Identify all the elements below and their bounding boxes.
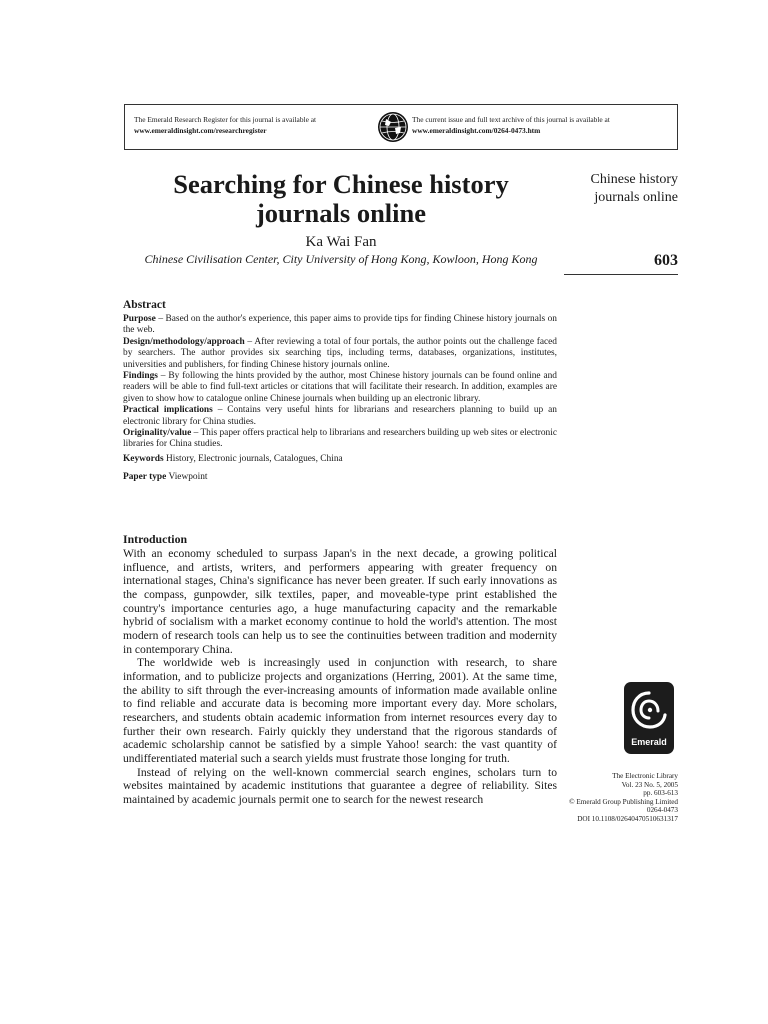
page-number: 603: [654, 252, 678, 269]
issn: 0264-0473: [646, 806, 678, 815]
abstract-implications: [123, 405, 557, 428]
running-head-rule: [564, 274, 678, 275]
abstract-label: Purpose: [123, 314, 156, 324]
abstract-design: [123, 337, 557, 371]
running-head-title: Chinese history journals online: [590, 172, 678, 205]
introduction-heading: Introduction: [123, 532, 188, 546]
abstract-label: Findings: [123, 371, 158, 382]
copyright-notice: © Emerald Group Publishing Limited: [569, 797, 678, 806]
page-range: pp. 603-613: [643, 789, 678, 798]
abstract-text: – By following the hints provided by the author, most Chinese history journals can be found online and readers will be able to find full-text articles or citations that will facilitate their research. In addition, examples are given to show how to catalogue online Chinese journals when building up an electronic library.: [123, 371, 557, 404]
body-paragraph: Instead of relying on the well-known commercial search engines, scholars turn to websites maintained by academic institutions that guarantee a degree of reliability. Sites maintained by academic journals permit one to search for the newest research: [123, 765, 557, 806]
doi: DOI 10.1108/02640470510631317: [577, 814, 678, 823]
publication-info: [548, 772, 678, 824]
abstract-heading: Abstract: [123, 299, 166, 311]
paper-type-line: [123, 472, 557, 483]
author-name: Ka Wai Fan: [305, 234, 377, 250]
abstract-section: [123, 298, 557, 484]
emerald-logo-text: Emerald: [631, 737, 667, 747]
emerald-swirl-icon: [629, 687, 669, 733]
abstract-label: Originality/value: [123, 428, 192, 439]
abstract-label: Practical implications: [123, 405, 213, 416]
globe-icon: [377, 111, 409, 143]
research-register-link[interactable]: www.emeraldinsight.com/researchregister: [134, 126, 267, 135]
archive-notice: [412, 114, 677, 136]
abstract-text: – Based on the author's experience, this paper aims to provide tips for finding Chinese history journals on the web.: [123, 314, 557, 336]
abstract-label: Design/methodology/approach: [123, 336, 245, 347]
body-paragraph: The worldwide web is increasingly used in conjunction with research, to share information, and to publicize projects and organizations (Herring, 2001). At the same time, the ability to sift through the ever-increasing amounts of information made available online to find reliable and accurate data is becoming more important every day. More scholars, researchers, and students obtain academic information from internet resources every day to further their own research. Fairly quickly they understand that the rigorous standards of academic scholarship cannot be satisfied by a simple Yahoo! search: the vast quantity of undifferentiated material such a search yields must frustrate those longing for truth.: [123, 656, 557, 765]
introduction-section: [123, 532, 557, 806]
emerald-logo: [624, 682, 674, 754]
research-register-text: The Emerald Research Register for this journal is available at: [134, 115, 317, 124]
article-title: Searching for Chinese history journals online: [173, 169, 509, 228]
keywords-value: History, Electronic journals, Catalogues, China: [165, 453, 343, 464]
abstract-purpose: [123, 314, 557, 337]
abstract-text: – After reviewing a total of four portals, the author points out the challenge faced by searchers. The author provides six searching tips, including terms, databases, organizations, institutes, universities and publishers, for finding Chinese history journals online.: [123, 336, 557, 370]
research-register-box: [124, 104, 678, 150]
body-paragraph: With an economy scheduled to surpass Japan's in the next decade, a growing political influence, and artists, writers, and performers appearing with greater frequency on international stages, China's significance has never been greater. If such early innovations as the compass, gunpowder, silk textiles, paper, and moveable-type print established the country's importance centuries ago, a huge manufacturing capacity and the remarkable hybrid of socialism with a market economy continue to hold the world's attention. The most modern of research tools can help us to see the continuities between tradition and modernity in contemporary China.: [123, 547, 557, 656]
author-affiliation: Chinese Civilisation Center, City University of Hong Kong, Kowloon, Hong Kong: [144, 252, 538, 266]
paper-type-label: Paper type: [123, 472, 167, 483]
keywords-line: [123, 454, 557, 465]
abstract-findings: [123, 371, 557, 405]
research-register-notice: [134, 114, 384, 136]
abstract-text: – Contains very useful hints for librarians and researchers planning to build up an electronic library for China studies.: [123, 405, 557, 427]
keywords-label: Keywords: [123, 453, 164, 464]
journal-volume: Vol. 23 No. 5, 2005: [621, 780, 678, 789]
journal-name: The Electronic Library: [612, 772, 678, 780]
archive-text: The current issue and full text archive of this journal is available at: [412, 115, 610, 124]
abstract-originality: [123, 428, 557, 451]
paper-type-value: Viewpoint: [168, 472, 208, 483]
abstract-text: – This paper offers practical help to librarians and researchers building up web sites or electronic libraries for China studies.: [123, 428, 557, 450]
archive-link[interactable]: www.emeraldinsight.com/0264-0473.htm: [412, 126, 541, 135]
